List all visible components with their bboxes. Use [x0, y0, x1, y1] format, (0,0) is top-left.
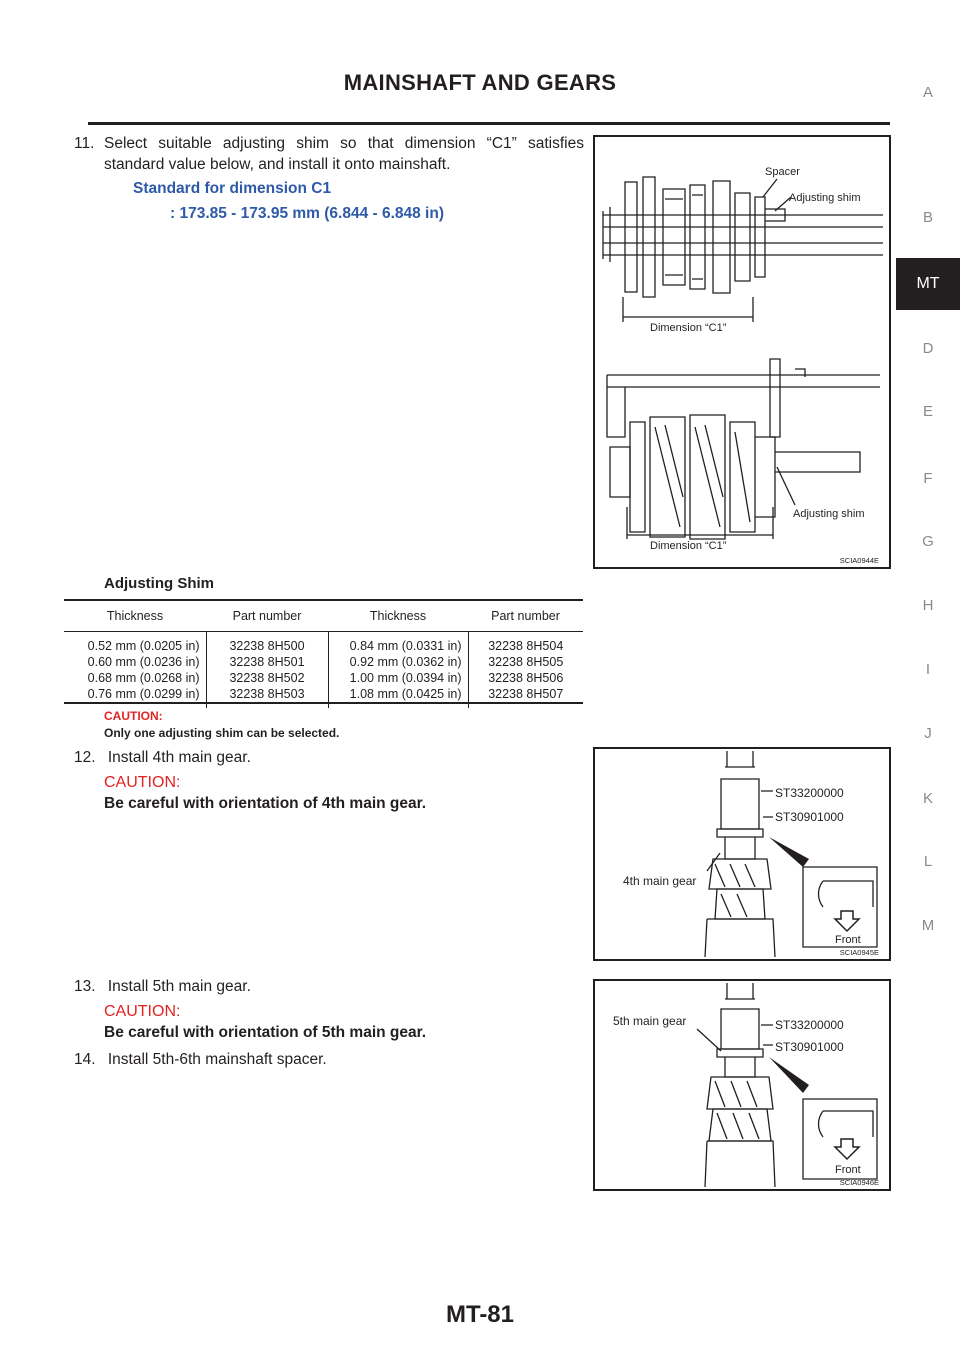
label-front: Front: [835, 934, 861, 946]
table-header: Thickness: [328, 600, 468, 632]
label-dimension-top: Dimension “C1”: [650, 322, 727, 334]
header-rule: [88, 122, 890, 125]
front-arrow-icon: [835, 1139, 859, 1159]
label-5th-main-gear: 5th main gear: [613, 1014, 687, 1028]
step-12: [74, 747, 251, 768]
table-bottom-rule: [64, 702, 583, 704]
label-st33200000: ST33200000: [775, 786, 844, 800]
side-tab-k[interactable]: K: [922, 790, 933, 807]
table-header: Part number: [206, 600, 328, 632]
adjusting-shim-table: [64, 600, 583, 708]
figure-code: SCIA0944E: [839, 556, 879, 565]
step-number: 11.: [74, 135, 95, 152]
page-title: MAINSHAFT AND GEARS: [343, 70, 617, 95]
step-11: [74, 133, 584, 175]
side-tab-i[interactable]: I: [925, 661, 931, 678]
table-cell-thickness-1: 0.52 mm (0.0205 in) 0.60 mm (0.0236 in) 0.68 mm (0.0268 in) 0.76 mm (0.0299 in): [87, 639, 200, 701]
label-adjusting-shim-bottom: Adjusting shim: [793, 508, 865, 520]
step-text: Install 5th main gear.: [107, 978, 251, 995]
step-number: 13.: [74, 978, 96, 995]
label-dimension-bottom: Dimension “C1”: [650, 540, 727, 552]
arrow-icon: [769, 1057, 809, 1093]
arrow-icon: [769, 837, 809, 867]
step-text: Install 5th-6th mainshaft spacer.: [107, 1051, 327, 1068]
figure-dimension-c1: [593, 135, 891, 569]
side-tab-mt[interactable]: MT: [896, 258, 960, 310]
caution-label: CAUTION:: [104, 1003, 181, 1020]
figure-4th-main-gear: [593, 747, 891, 961]
figure-5th-main-gear: [593, 979, 891, 1191]
caution-label: CAUTION:: [104, 774, 181, 791]
4th-gear-press-drawing: [595, 749, 889, 959]
side-tab-m[interactable]: M: [921, 917, 935, 934]
figure-code: SCIA0945E: [839, 948, 879, 957]
side-tab-f[interactable]: F: [923, 470, 933, 487]
caution-text: Be careful with orientation of 5th main gear.: [104, 1024, 427, 1041]
side-tab-e[interactable]: E: [922, 403, 933, 420]
side-tab-d[interactable]: D: [922, 340, 934, 357]
side-tab-h[interactable]: H: [922, 597, 934, 614]
table-cell-part-2: 32238 8H504 32238 8H505 32238 8H506 32238 8H507: [468, 632, 583, 709]
label-spacer: Spacer: [765, 166, 800, 178]
step-text-line1: Select suitable adjusting shim so that dimension “C1” satisfies: [104, 135, 584, 152]
table-title: Adjusting Shim: [104, 575, 214, 592]
5th-gear-press-drawing: [595, 981, 889, 1189]
standard-label: Standard for dimension C1: [133, 180, 332, 197]
label-front: Front: [835, 1164, 861, 1176]
label-st33200000: ST33200000: [775, 1018, 844, 1032]
step-number: 12.: [74, 749, 96, 766]
label-st30901000: ST30901000: [775, 1040, 844, 1054]
side-tab-g[interactable]: G: [922, 533, 934, 550]
step-number: 14.: [74, 1051, 96, 1068]
caution-text: Be careful with orientation of 4th main gear.: [104, 795, 427, 812]
step-14: [74, 1049, 327, 1070]
page-number: MT-81: [445, 1301, 514, 1328]
side-tab-b[interactable]: B: [922, 209, 933, 226]
table-header: Thickness: [64, 600, 206, 632]
side-tab-l[interactable]: L: [923, 853, 933, 870]
step-text-line2: standard value below, and install it onto mainshaft.: [104, 156, 451, 173]
table-cell-thickness-2: 0.84 mm (0.0331 in) 0.92 mm (0.0362 in) 1.00 mm (0.0394 in) 1.08 mm (0.0425 in): [328, 632, 468, 709]
step-text: Install 4th main gear.: [107, 749, 251, 766]
side-tab-a[interactable]: A: [922, 84, 933, 101]
label-4th-main-gear: 4th main gear: [623, 874, 697, 888]
step-13: [74, 976, 251, 997]
standard-value: : 173.85 - 173.95 mm (6.844 - 6.848 in): [170, 205, 444, 222]
label-st30901000: ST30901000: [775, 810, 844, 824]
side-tab-j[interactable]: J: [924, 725, 932, 742]
table-header: Part number: [468, 600, 583, 632]
front-arrow-icon: [835, 911, 859, 931]
mainshaft-measurement-drawing: [595, 137, 889, 567]
figure-code: SCIA0946E: [839, 1178, 879, 1187]
caution-text: Only one adjusting shim can be selected.: [104, 726, 340, 740]
caution-label: CAUTION:: [104, 709, 163, 723]
label-adjusting-shim-top: Adjusting shim: [789, 192, 861, 204]
table-cell-part-1: 32238 8H500 32238 8H501 32238 8H502 32238 8H503: [206, 632, 328, 709]
